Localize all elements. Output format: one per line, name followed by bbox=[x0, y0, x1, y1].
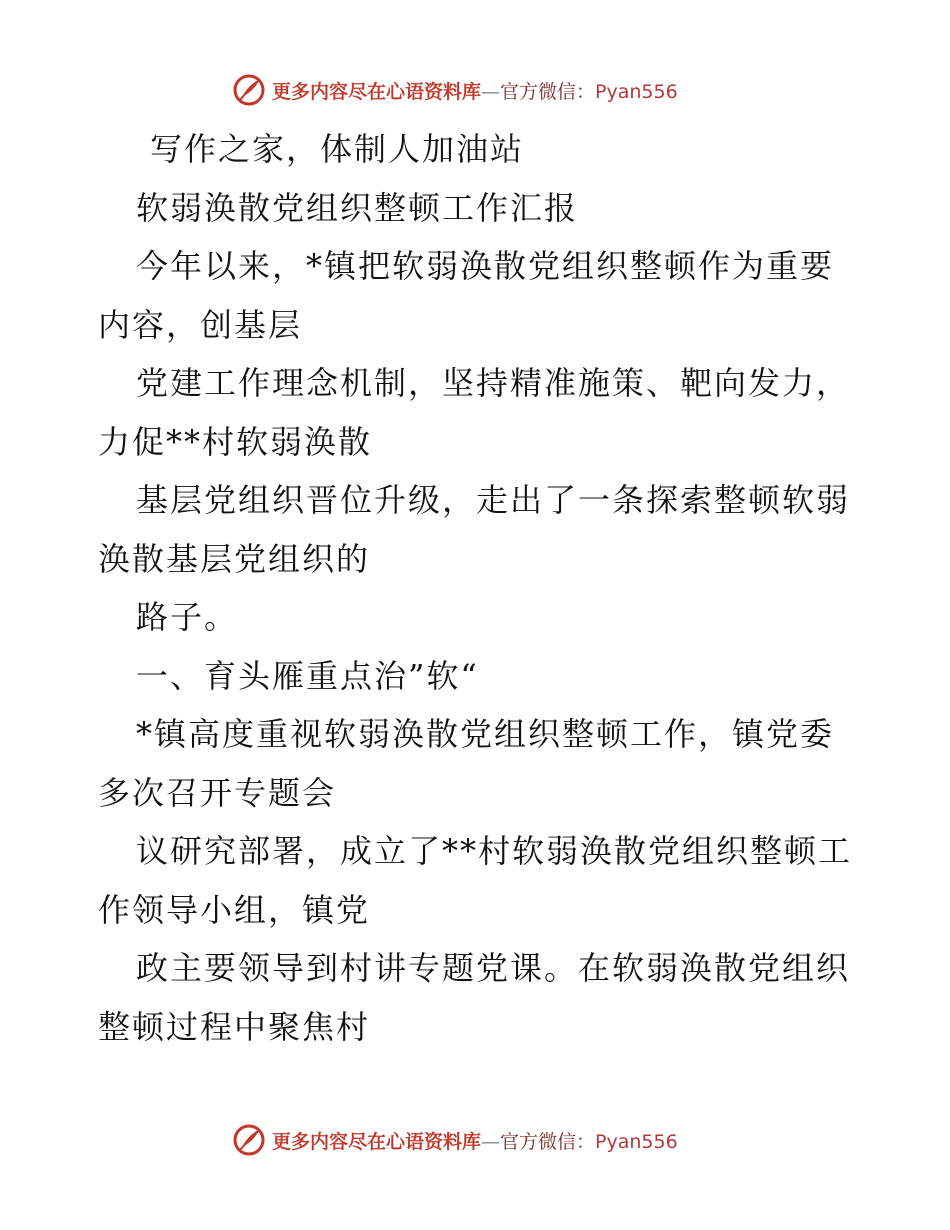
watermark-wechat-label: 官方微信： bbox=[500, 80, 596, 103]
paragraph-line: 议研究部署，成立了**村软弱涣散党组织整顿工 bbox=[136, 832, 853, 870]
watermark-brand: 更多内容尽在心语资料库 bbox=[272, 1130, 482, 1153]
footer-watermark bbox=[232, 1120, 678, 1160]
feather-quill-logo-icon bbox=[232, 1123, 266, 1157]
watermark-separator: — bbox=[481, 80, 501, 103]
watermark-wechat-id: Pyan556 bbox=[595, 1130, 678, 1153]
paragraph-line: 多次召开专题会 bbox=[98, 773, 337, 812]
paragraph-line: 作领导小组，镇党 bbox=[98, 890, 371, 929]
section-heading: 一、育头雁重点治”软“ bbox=[136, 656, 479, 695]
paragraph-line: 涣散基层党组织的 bbox=[98, 539, 371, 578]
document-title: 软弱涣散党组织整顿工作汇报 bbox=[136, 188, 579, 227]
watermark-brand: 更多内容尽在心语资料库 bbox=[272, 80, 482, 103]
watermark-wechat-label: 官方微信： bbox=[500, 1130, 596, 1153]
paragraph-line: 整顿过程中聚焦村 bbox=[98, 1007, 371, 1046]
watermark-text bbox=[272, 77, 678, 104]
paragraph-line: 路子。 bbox=[136, 598, 239, 636]
paragraph-line: 政主要领导到村讲专题党课。在软弱涣散党组织 bbox=[136, 949, 851, 987]
paragraph-line: 内容，创基层 bbox=[98, 305, 303, 344]
watermark-text bbox=[272, 1127, 678, 1154]
paragraph-line: 基层党组织晋位升级，走出了一条探索整顿软弱 bbox=[136, 481, 851, 519]
watermark-wechat-id: Pyan556 bbox=[595, 80, 678, 103]
document-body bbox=[98, 120, 858, 1056]
site-slogan: 写作之家，体制人加油站 bbox=[150, 130, 525, 168]
feather-quill-logo-icon bbox=[232, 73, 266, 107]
paragraph-line: 力促**村软弱涣散 bbox=[98, 422, 373, 461]
paragraph-line: 党建工作理念机制，坚持精准施策、靶向发力， bbox=[136, 364, 851, 402]
paragraph-line: *镇高度重视软弱涣散党组织整顿工作，镇党委 bbox=[136, 715, 835, 753]
header-watermark bbox=[232, 70, 678, 110]
paragraph-line: 今年以来，*镇把软弱涣散党组织整顿作为重要 bbox=[136, 247, 835, 285]
watermark-separator: — bbox=[481, 1130, 501, 1153]
